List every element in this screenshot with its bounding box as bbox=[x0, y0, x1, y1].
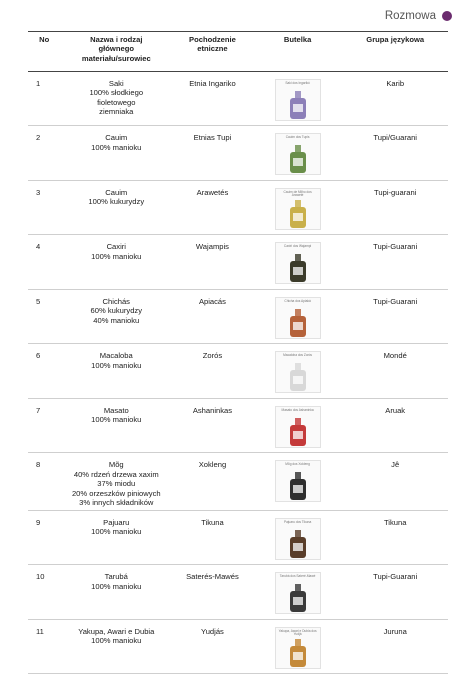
bottle-icon bbox=[287, 418, 309, 446]
row-group: Tupi/Guarani bbox=[342, 126, 448, 180]
col-bottle: Butelka bbox=[253, 32, 343, 72]
bottle-icon bbox=[287, 145, 309, 173]
page-header bbox=[385, 10, 452, 22]
row-no: 3 bbox=[28, 180, 60, 234]
bottle-image bbox=[275, 188, 321, 230]
row-origin: Zorós bbox=[172, 344, 253, 398]
bottle-caption: Masato dos Ashaninka bbox=[281, 407, 314, 412]
row-bottle bbox=[253, 398, 343, 452]
table-row bbox=[28, 289, 448, 343]
row-name: Chichás 60% kukurydzy 40% manioku bbox=[60, 289, 172, 343]
bottle-caption: Cauim dos Tupis bbox=[285, 135, 310, 140]
row-origin: Arawetés bbox=[172, 180, 253, 234]
row-group: Aruak bbox=[342, 398, 448, 452]
row-name: Mõg 40% rdzeń drzewa xaxim 37% miodu 20% orzeszków piniowych 3% innych składników bbox=[60, 453, 172, 510]
bottle-image bbox=[275, 242, 321, 284]
bottle-image bbox=[275, 572, 321, 614]
row-no: 10 bbox=[28, 565, 60, 619]
row-bottle bbox=[253, 72, 343, 126]
bottle-icon bbox=[287, 363, 309, 391]
row-origin: Wajampis bbox=[172, 235, 253, 289]
bottle-caption: Macaloba dos Zorós bbox=[283, 353, 313, 358]
row-origin: Tikuna bbox=[172, 510, 253, 564]
bottle-image bbox=[275, 79, 321, 121]
col-name: Nazwa i rodzaj głównego materiału/surowiec bbox=[60, 32, 172, 72]
table-row bbox=[28, 453, 448, 510]
row-bottle bbox=[253, 619, 343, 673]
row-no: 5 bbox=[28, 289, 60, 343]
row-no: 8 bbox=[28, 453, 60, 510]
row-name: Macaloba 100% manioku bbox=[60, 344, 172, 398]
col-group: Grupa językowa bbox=[342, 32, 448, 72]
row-origin: Yudjás bbox=[172, 619, 253, 673]
row-group: Tikuna bbox=[342, 510, 448, 564]
table-row bbox=[28, 72, 448, 126]
table-row bbox=[28, 180, 448, 234]
bottle-caption: Caxiri dos Wajampi bbox=[283, 244, 312, 249]
row-group: Jê bbox=[342, 453, 448, 510]
row-name: Masato 100% manioku bbox=[60, 398, 172, 452]
row-origin: Ashaninkas bbox=[172, 398, 253, 452]
row-origin: Xokleng bbox=[172, 453, 253, 510]
row-no: 11 bbox=[28, 619, 60, 673]
bottle-icon bbox=[287, 309, 309, 337]
row-no: 9 bbox=[28, 510, 60, 564]
row-name: Pajuaru 100% manioku bbox=[60, 510, 172, 564]
row-no: 6 bbox=[28, 344, 60, 398]
bottle-image bbox=[275, 297, 321, 339]
table-row bbox=[28, 619, 448, 673]
beverage-table bbox=[28, 31, 448, 674]
row-origin: Apiacás bbox=[172, 289, 253, 343]
row-group: Mondé bbox=[342, 344, 448, 398]
bottle-icon bbox=[287, 200, 309, 228]
bottle-image bbox=[275, 351, 321, 393]
bottle-image bbox=[275, 627, 321, 669]
table-row bbox=[28, 126, 448, 180]
accent-dot-icon bbox=[442, 11, 452, 21]
row-group: Tupi-guarani bbox=[342, 180, 448, 234]
row-group: Tupi-Guarani bbox=[342, 289, 448, 343]
bottle-icon bbox=[287, 472, 309, 500]
table-body bbox=[28, 72, 448, 674]
bottle-caption: Chicha dos Apiaká bbox=[284, 298, 311, 303]
table-row bbox=[28, 510, 448, 564]
bottle-icon bbox=[287, 584, 309, 612]
bottle-image bbox=[275, 518, 321, 560]
row-name: Cauim 100% kukurydzy bbox=[60, 180, 172, 234]
row-no: 4 bbox=[28, 235, 60, 289]
row-bottle bbox=[253, 510, 343, 564]
bottle-image bbox=[275, 406, 321, 448]
row-no: 2 bbox=[28, 126, 60, 180]
row-name: Tarubá 100% manioku bbox=[60, 565, 172, 619]
bottle-icon bbox=[287, 254, 309, 282]
bottle-caption: Cauim de Milho dos Araweté bbox=[283, 189, 312, 198]
row-group: Tupi-Guarani bbox=[342, 565, 448, 619]
row-bottle bbox=[253, 289, 343, 343]
bottle-icon bbox=[287, 530, 309, 558]
table-header-row bbox=[28, 32, 448, 72]
row-bottle bbox=[253, 126, 343, 180]
bottle-caption: Pajuaru dos Tikuna bbox=[283, 519, 312, 524]
bottle-caption: Saki dos Ingarikó bbox=[285, 81, 310, 85]
row-bottle bbox=[253, 180, 343, 234]
row-bottle bbox=[253, 565, 343, 619]
table-row bbox=[28, 565, 448, 619]
row-group: Karib bbox=[342, 72, 448, 126]
row-name: Cauim 100% manioku bbox=[60, 126, 172, 180]
bottle-caption: Mõg dos Xokleng bbox=[285, 462, 310, 467]
row-no: 7 bbox=[28, 398, 60, 452]
table-row bbox=[28, 398, 448, 452]
row-no: 1 bbox=[28, 72, 60, 126]
bottle-image bbox=[275, 133, 321, 175]
table-row bbox=[28, 235, 448, 289]
table-row bbox=[28, 344, 448, 398]
header-title: Rozmowa bbox=[384, 10, 436, 22]
col-no: No bbox=[28, 32, 60, 72]
row-origin: Etnias Tupi bbox=[172, 126, 253, 180]
row-origin: Etnia Ingariko bbox=[172, 72, 253, 126]
bottle-caption: Tarubá dos Sateré-Mawé bbox=[279, 574, 316, 579]
row-origin: Saterés-Mawés bbox=[172, 565, 253, 619]
row-bottle bbox=[253, 235, 343, 289]
bottle-image bbox=[275, 460, 321, 502]
row-group: Juruna bbox=[342, 619, 448, 673]
bottle-icon bbox=[287, 639, 309, 667]
bottle-caption: Yakupa, Awari e Dubia dos Yudjá bbox=[278, 628, 317, 637]
row-group: Tupi-Guarani bbox=[342, 235, 448, 289]
col-origin: Pochodzenie etniczne bbox=[172, 32, 253, 72]
row-bottle bbox=[253, 453, 343, 510]
row-bottle bbox=[253, 344, 343, 398]
row-name: Caxiri 100% manioku bbox=[60, 235, 172, 289]
row-name: Saki 100% słodkiego fioletowego ziemniaka bbox=[60, 72, 172, 126]
row-name: Yakupa, Awari e Dubia 100% manioku bbox=[60, 619, 172, 673]
bottle-icon bbox=[287, 91, 309, 119]
